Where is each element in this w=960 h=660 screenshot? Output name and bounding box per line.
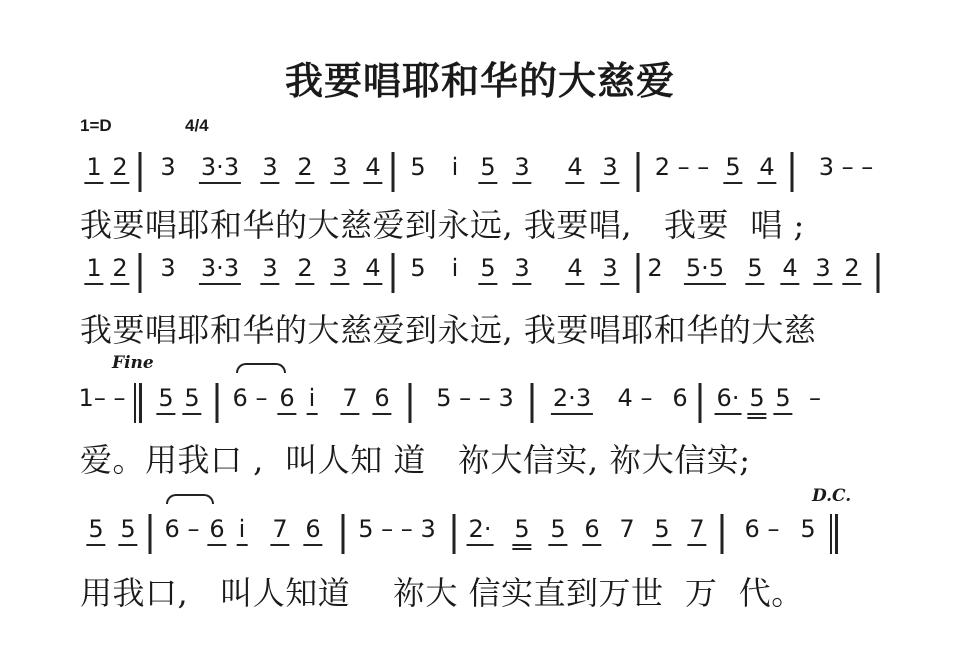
note: 2 [647,254,663,282]
note: 5·5 [686,253,724,293]
note: 6 [209,514,224,554]
barline [139,152,142,192]
note: 5 – – 3 [358,515,436,543]
dc-marking: D.C. [812,486,852,506]
time-signature: 4/4 [185,116,209,135]
note: 3 [602,152,617,192]
note: 6· [717,383,740,423]
note: 3 [160,254,176,282]
note: 5 [410,153,426,181]
fine-marking: Fine [112,353,154,373]
barline [721,514,724,554]
note: 6 [374,383,389,423]
note: 2·3 [553,383,591,423]
note: 7 [619,515,635,543]
note: 5 [120,514,135,554]
note: 5 [749,383,764,423]
note: 5 [88,514,103,554]
note: 3·3 [201,253,239,293]
note: 5 [747,253,762,293]
barline [139,253,142,293]
double-barline [134,383,142,423]
barline [342,514,345,554]
note: 2 [297,152,312,192]
barline [531,383,534,423]
note: 6 – [232,384,268,412]
barline [453,514,456,554]
note: 5 [184,383,199,423]
tie-arc [236,363,286,373]
note: 6 – [744,515,780,543]
note: 2· [469,514,492,554]
note: 5 [410,254,426,282]
note: 5 – – 3 [436,384,514,412]
note: 4 [782,253,797,293]
note: 7 [342,383,357,423]
note: 3 [262,253,277,293]
note: 6 [584,514,599,554]
note: 4 [567,253,582,293]
note: 5 [480,253,495,293]
note: i̇ [239,514,246,554]
barline [877,253,880,293]
note: 2 [112,152,127,192]
lyric-row-3: 爱。用我口 , 叫人知 道 祢大信实, 祢大信实; [80,441,751,479]
barline [409,383,412,423]
note: 5 [800,515,816,543]
note: 5 [654,514,669,554]
barline [149,514,152,554]
note: 6 – [164,515,200,543]
barline [392,253,395,293]
note: 3·3 [201,152,239,192]
note: 3 [602,253,617,293]
note: 5 [514,514,529,554]
note: 4 [567,152,582,192]
note: 2 [112,253,127,293]
note: 2 – – [654,153,710,181]
note: 3 [160,153,176,181]
lyric-row-1: 我要唱耶和华的大慈爱到永远, 我要唱, 我要 唱 ; [80,206,805,244]
note: 2 [297,253,312,293]
note: 1 [86,152,101,192]
note: 1– – [78,384,126,412]
barline [216,383,219,423]
note: – [809,384,821,412]
note: 5 [480,152,495,192]
note: 7 [689,514,704,554]
note: 3 [514,253,529,293]
note: 1 [86,253,101,293]
note: 4 [365,152,380,192]
note: 6 [279,383,294,423]
barline [392,152,395,192]
note: 5 [725,152,740,192]
note: i̇ [309,383,316,423]
note: 4 [365,253,380,293]
note: 5 [775,383,790,423]
note: 3 [514,152,529,192]
note: 6 [672,384,688,412]
note: i̇ [451,254,459,282]
tie-arc [166,494,214,504]
note: 2 [844,253,859,293]
note: 7 [272,514,287,554]
song-title: 我要唱耶和华的大慈爱 [284,58,675,103]
lyric-row-4: 用我口, 叫人知道 祢大 信实直到万世 万 代。 [80,574,804,612]
barline [637,152,640,192]
note: 3 – – [818,153,874,181]
note: 3 [332,152,347,192]
key-signature: 1=D [80,116,112,135]
barline [699,383,702,423]
barline [637,253,640,293]
note: 5 [550,514,565,554]
note: i̇ [451,153,459,181]
note: 3 [815,253,830,293]
double-barline [830,514,838,554]
note: 4 – [617,384,653,412]
note: 6 [305,514,320,554]
barline [791,152,794,192]
note: 5 [158,383,173,423]
note: 3 [332,253,347,293]
note: 4 [759,152,774,192]
note: 3 [262,152,277,192]
lyric-row-2: 我要唱耶和华的大慈爱到永远, 我要唱耶和华的大慈 [80,311,817,349]
